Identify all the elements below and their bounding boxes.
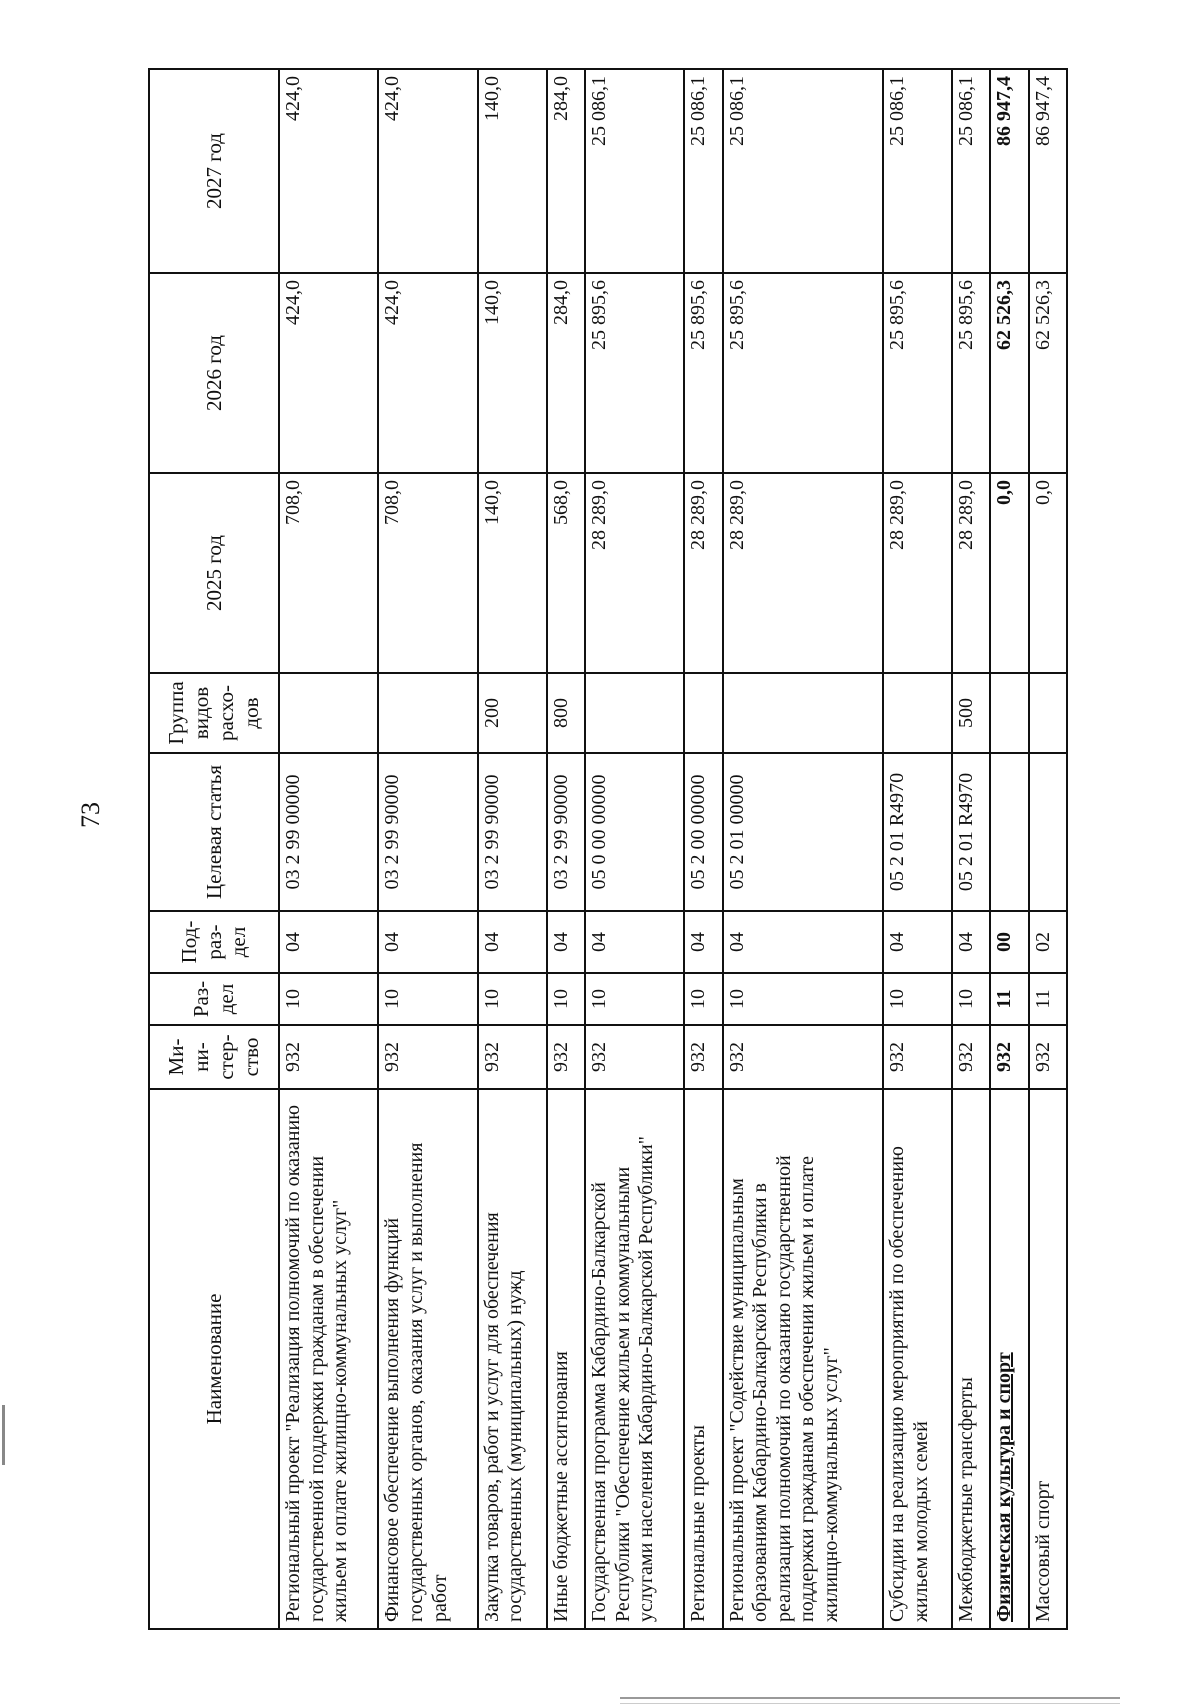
cell-name: Физическая культура и спорт xyxy=(990,1089,1028,1629)
cell-target: 05 2 01 R4970 xyxy=(883,753,952,911)
cell-ministry: 932 xyxy=(547,1025,585,1089)
cell-target: 05 2 00 00000 xyxy=(684,753,722,911)
cell-2026: 25 895,6 xyxy=(684,273,722,473)
cell-2027: 25 086,1 xyxy=(684,69,722,273)
cell-subsection: 04 xyxy=(547,911,585,973)
page-number: 73 xyxy=(76,802,105,828)
cell-2025: 28 289,0 xyxy=(585,473,684,673)
cell-section: 11 xyxy=(1029,973,1067,1025)
cell-2025: 28 289,0 xyxy=(723,473,883,673)
cell-name: Межбюджетные трансферты xyxy=(952,1089,990,1629)
cell-2026: 25 895,6 xyxy=(585,273,684,473)
cell-expense-group xyxy=(883,673,952,753)
scan-edge-line xyxy=(620,1697,1120,1704)
cell-subsection: 04 xyxy=(883,911,952,973)
cell-2025: 0,0 xyxy=(1029,473,1067,673)
cell-expense-group xyxy=(279,673,378,753)
cell-2025: 28 289,0 xyxy=(952,473,990,673)
cell-2025: 568,0 xyxy=(547,473,585,673)
cell-2025: 708,0 xyxy=(378,473,477,673)
header-2027: 2027 год xyxy=(149,69,279,273)
cell-ministry: 932 xyxy=(585,1025,684,1089)
table-row xyxy=(952,69,990,1629)
cell-name: Государственная программа Кабардино-Балкарской Республики "Обеспечение жильем и коммунальными услугами населения Кабардино-Балкарской Республики" xyxy=(585,1089,684,1629)
cell-target: 03 2 99 90000 xyxy=(478,753,547,911)
cell-2025: 28 289,0 xyxy=(684,473,722,673)
cell-2026: 25 895,6 xyxy=(952,273,990,473)
table-row xyxy=(478,69,547,1629)
budget-table xyxy=(148,68,1068,1630)
cell-2027: 424,0 xyxy=(378,69,477,273)
cell-expense-group xyxy=(1029,673,1067,753)
table-row xyxy=(585,69,684,1629)
cell-name: Финансовое обеспечение выполнения функций государственных органов, оказания услуг и выполнения работ xyxy=(378,1089,477,1629)
cell-2025: 708,0 xyxy=(279,473,378,673)
cell-target: 03 2 99 90000 xyxy=(378,753,477,911)
cell-expense-group xyxy=(990,673,1028,753)
cell-2025: 140,0 xyxy=(478,473,547,673)
cell-target: 05 0 00 00000 xyxy=(585,753,684,911)
cell-expense-group: 800 xyxy=(547,673,585,753)
cell-ministry: 932 xyxy=(990,1025,1028,1089)
cell-2027: 25 086,1 xyxy=(723,69,883,273)
cell-ministry: 932 xyxy=(1029,1025,1067,1089)
cell-2027: 86 947,4 xyxy=(1029,69,1067,273)
table-row xyxy=(723,69,883,1629)
cell-2026: 140,0 xyxy=(478,273,547,473)
cell-target xyxy=(990,753,1028,911)
cell-name: Закупка товаров, работ и услуг для обеспечения государственных (муниципальных) нужд xyxy=(478,1089,547,1629)
cell-2026: 62 526,3 xyxy=(1029,273,1067,473)
header-target: Целевая статья xyxy=(149,753,279,911)
cell-2026: 25 895,6 xyxy=(883,273,952,473)
table-row xyxy=(684,69,722,1629)
cell-target xyxy=(1029,753,1067,911)
cell-section: 10 xyxy=(952,973,990,1025)
cell-expense-group xyxy=(378,673,477,753)
cell-2025: 28 289,0 xyxy=(883,473,952,673)
cell-ministry: 932 xyxy=(952,1025,990,1089)
cell-2027: 25 086,1 xyxy=(952,69,990,273)
cell-2027: 25 086,1 xyxy=(585,69,684,273)
cell-name: Региональный проект "Реализация полномочий по оказанию государственной поддержки гражданам в обеспечении жильем и оплате жилищно-коммунальных услуг" xyxy=(279,1089,378,1629)
cell-name: Региональные проекты xyxy=(684,1089,722,1629)
cell-name: Региональный проект "Содействие муниципальным образованиям Кабардино-Балкарской Республики в реализации полномочий по оказанию государственной поддержки гражданам в обеспечении жильем и оплате жилищно-коммунальных услуг" xyxy=(723,1089,883,1629)
header-2026: 2026 год xyxy=(149,273,279,473)
cell-subsection: 04 xyxy=(478,911,547,973)
table-row xyxy=(1029,69,1067,1629)
table-header-row xyxy=(149,69,279,1629)
cell-2026: 284,0 xyxy=(547,273,585,473)
cell-name: Массовый спорт xyxy=(1029,1089,1067,1629)
cell-2027: 25 086,1 xyxy=(883,69,952,273)
budget-table-page xyxy=(148,70,1068,1630)
cell-section: 10 xyxy=(279,973,378,1025)
cell-name: Субсидии на реализацию мероприятий по обеспечению жильем молодых семей xyxy=(883,1089,952,1629)
cell-2026: 62 526,3 xyxy=(990,273,1028,473)
cell-expense-group xyxy=(723,673,883,753)
cell-subsection: 04 xyxy=(723,911,883,973)
cell-subsection: 04 xyxy=(378,911,477,973)
cell-target: 05 2 01 R4970 xyxy=(952,753,990,911)
cell-ministry: 932 xyxy=(478,1025,547,1089)
cell-section: 10 xyxy=(478,973,547,1025)
table-row xyxy=(378,69,477,1629)
cell-subsection: 00 xyxy=(990,911,1028,973)
cell-2026: 424,0 xyxy=(378,273,477,473)
cell-section: 10 xyxy=(547,973,585,1025)
table-row xyxy=(990,69,1028,1629)
cell-subsection: 02 xyxy=(1029,911,1067,973)
header-name: Наименование xyxy=(149,1089,279,1629)
cell-ministry: 932 xyxy=(279,1025,378,1089)
cell-target: 03 2 99 90000 xyxy=(547,753,585,911)
cell-2027: 424,0 xyxy=(279,69,378,273)
table-row xyxy=(547,69,585,1629)
cell-subsection: 04 xyxy=(952,911,990,973)
header-2025: 2025 год xyxy=(149,473,279,673)
header-ministry: Ми-ни-стер-ство xyxy=(149,1025,279,1089)
cell-section: 10 xyxy=(684,973,722,1025)
cell-subsection: 04 xyxy=(585,911,684,973)
header-subsection: Под-раз-дел xyxy=(149,911,279,973)
cell-expense-group xyxy=(684,673,722,753)
cell-2026: 424,0 xyxy=(279,273,378,473)
table-row xyxy=(883,69,952,1629)
cell-expense-group xyxy=(585,673,684,753)
cell-ministry: 932 xyxy=(378,1025,477,1089)
cell-subsection: 04 xyxy=(684,911,722,973)
cell-section: 10 xyxy=(883,973,952,1025)
cell-ministry: 932 xyxy=(723,1025,883,1089)
cell-2027: 86 947,4 xyxy=(990,69,1028,273)
cell-section: 10 xyxy=(585,973,684,1025)
cell-2025: 0,0 xyxy=(990,473,1028,673)
cell-2026: 25 895,6 xyxy=(723,273,883,473)
cell-subsection: 04 xyxy=(279,911,378,973)
cell-ministry: 932 xyxy=(883,1025,952,1089)
cell-target: 03 2 99 00000 xyxy=(279,753,378,911)
cell-section: 11 xyxy=(990,973,1028,1025)
header-section: Раз-дел xyxy=(149,973,279,1025)
cell-name: Иные бюджетные ассигнования xyxy=(547,1089,585,1629)
cell-2027: 140,0 xyxy=(478,69,547,273)
cell-2027: 284,0 xyxy=(547,69,585,273)
cell-section: 10 xyxy=(378,973,477,1025)
cell-expense-group: 500 xyxy=(952,673,990,753)
cell-expense-group: 200 xyxy=(478,673,547,753)
cell-section: 10 xyxy=(723,973,883,1025)
cell-ministry: 932 xyxy=(684,1025,722,1089)
cell-target: 05 2 01 00000 xyxy=(723,753,883,911)
scan-edge-mark xyxy=(2,1405,5,1465)
header-expense-group: Группа видов расхо-дов xyxy=(149,673,279,753)
table-row xyxy=(279,69,378,1629)
